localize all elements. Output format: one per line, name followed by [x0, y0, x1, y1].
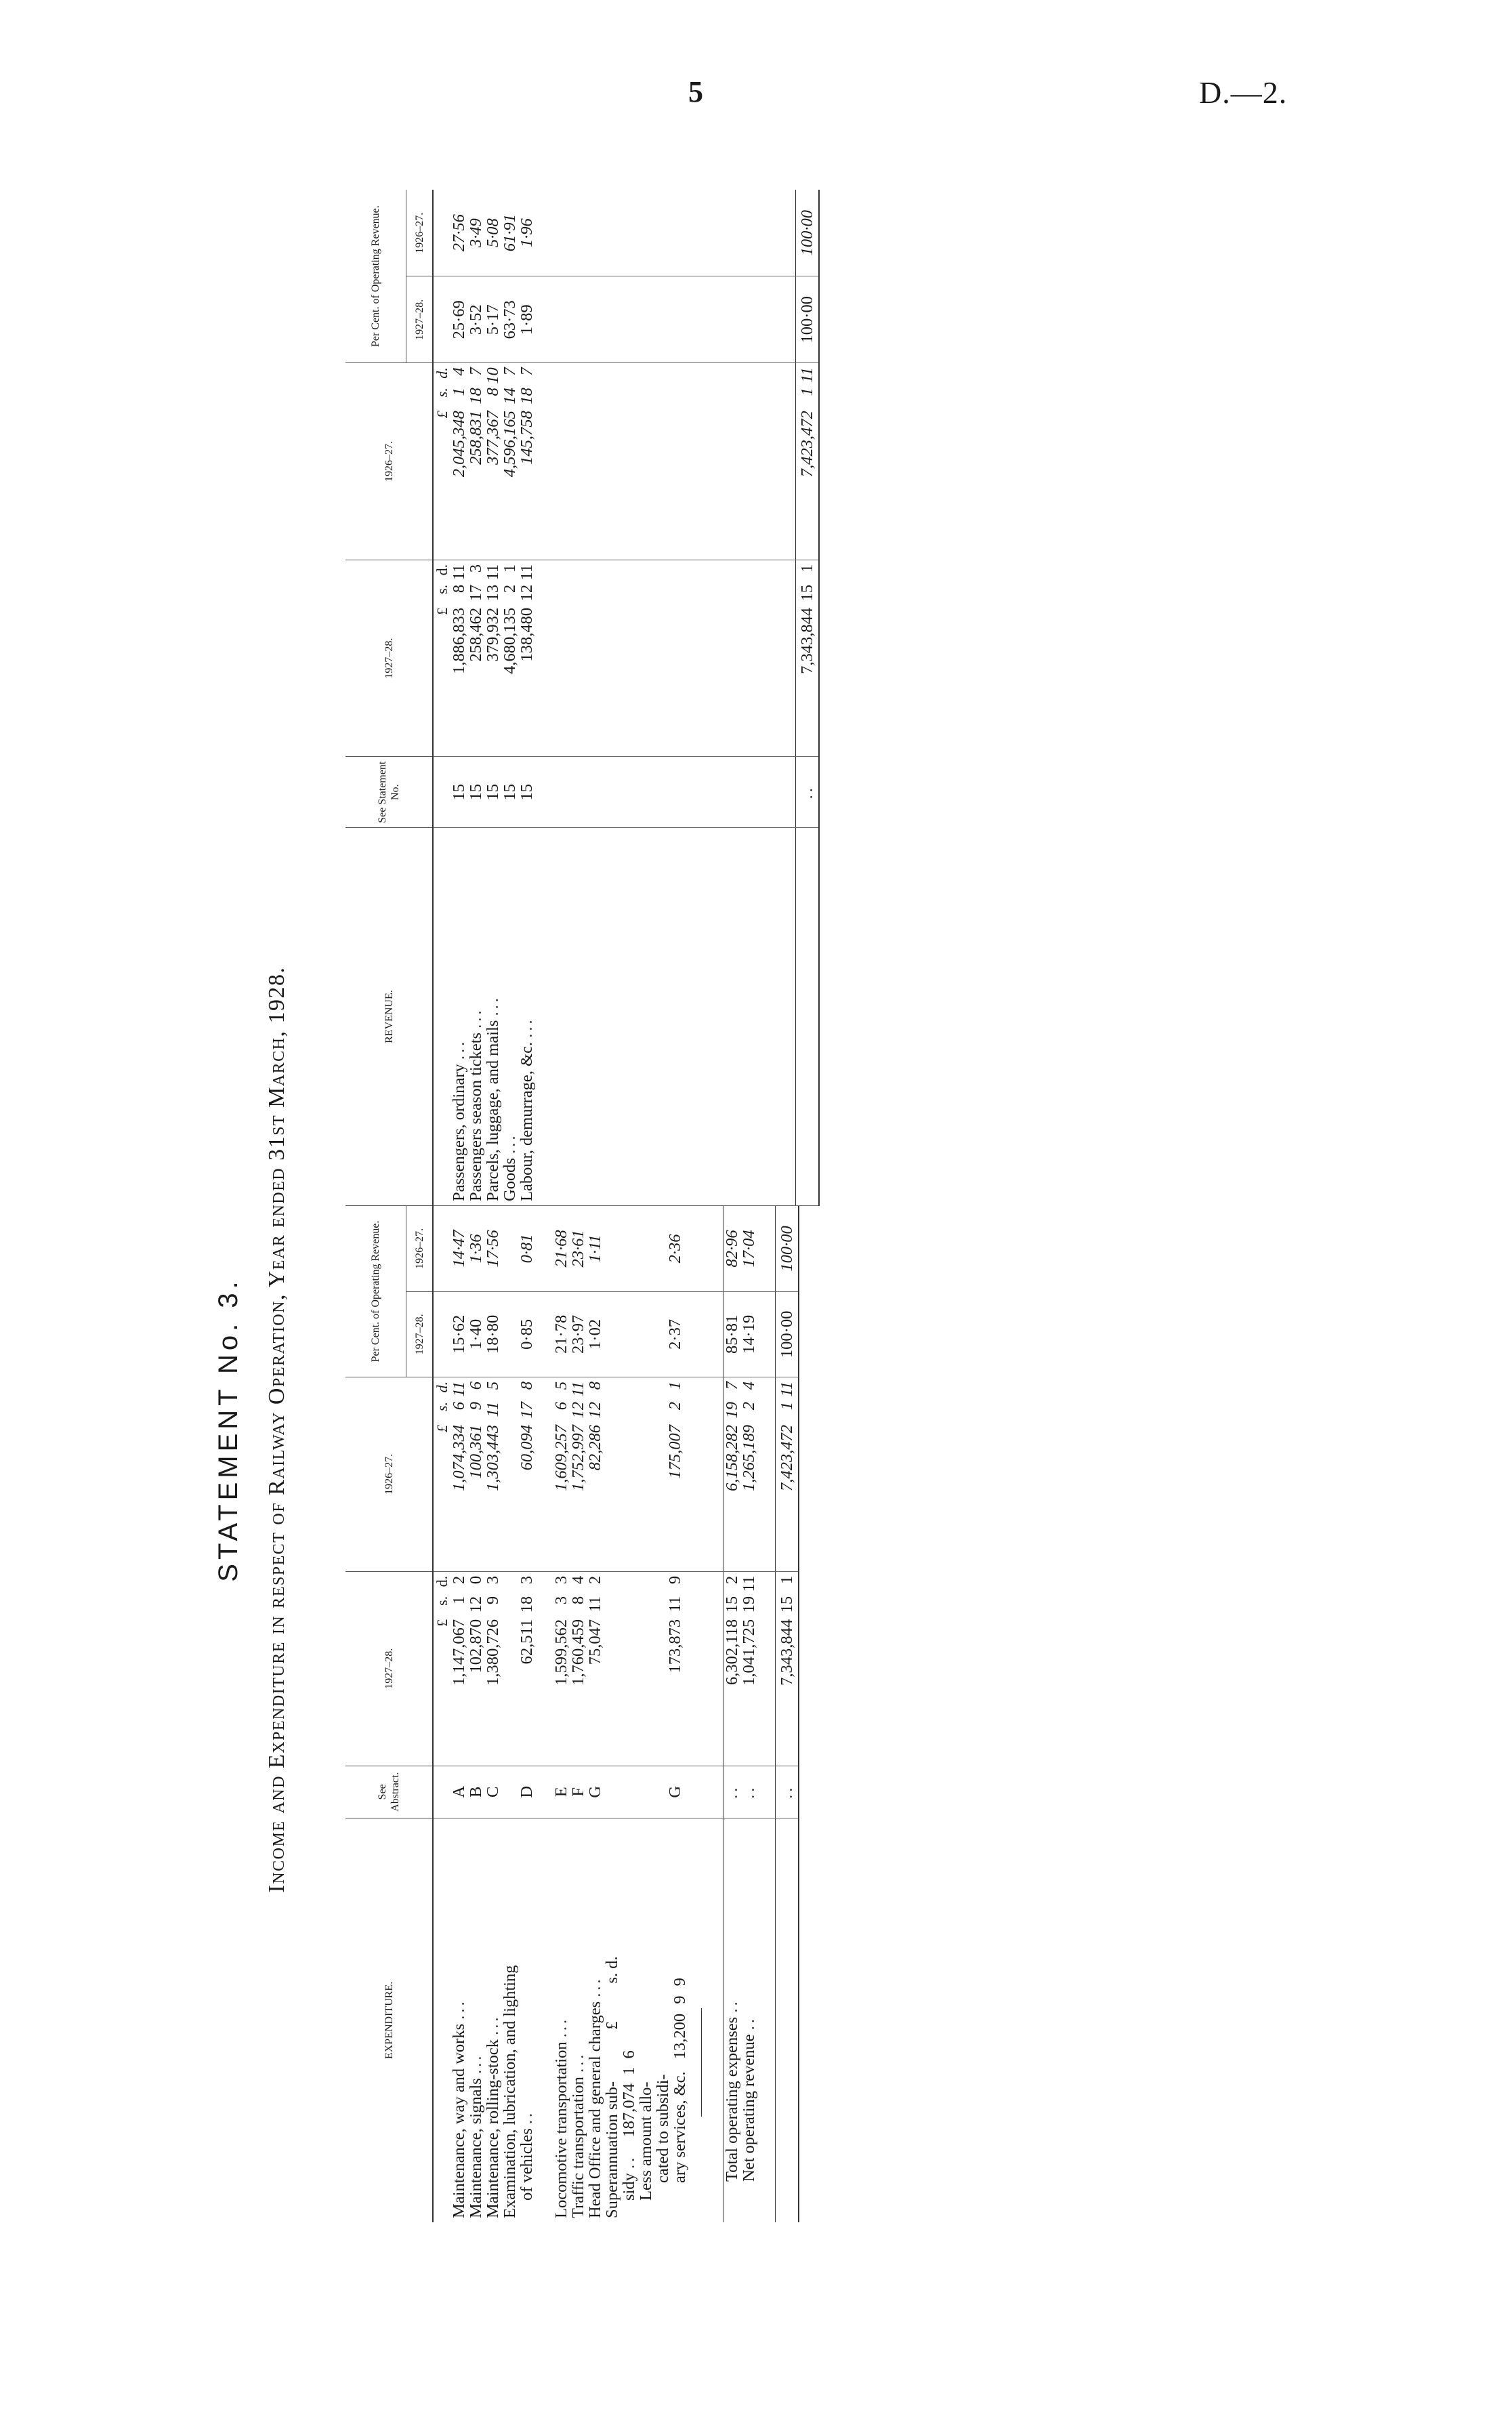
see-ref-cell: 15	[450, 757, 467, 828]
revenue-row: Passengers, ordinary ... 15 1,886,833811 2,045,34814 25·69 27·56	[450, 190, 467, 1206]
row-label: Labour, demurrage, &c.	[518, 1041, 536, 1201]
expenditure-row: Maintenance, signals ... B 102,870120 100,36196 1·40 1·36	[467, 1206, 484, 2222]
pct-cell: 15·62	[450, 1291, 467, 1377]
see-ref-cell: B	[467, 1766, 484, 1818]
unit-pence: d.	[434, 1575, 450, 1587]
expenditure-total-row: Net operating revenue .. .. 1,041,7251911 1,265,18924 14·19 17·04	[740, 1206, 757, 2222]
pct-cell: 2·37	[604, 1291, 705, 1377]
pct-cell: 61·91	[501, 190, 518, 276]
expenditure-grand-total-row: .. 7,343,844151 7,423,472111 100·00 100·00	[776, 1206, 799, 2222]
expenditure-table	[345, 1206, 799, 2222]
row-label: Parcels, luggage, and mails	[484, 1020, 502, 1201]
pct-cell: 23·61	[570, 1206, 587, 1291]
exp-year1-header: 1927–28.	[345, 1571, 433, 1766]
row-label: Traffic transportation	[569, 2077, 587, 2218]
unit-pence: d.	[434, 564, 450, 576]
page-number: 5	[688, 75, 704, 108]
pct-cell: 3·52	[467, 276, 484, 363]
see-abstract-header: See Abstract.	[345, 1766, 433, 1818]
statement-subtitle: Income and Expenditure in respect of Railway Operation, Year ended 31st March, 1928.	[264, 966, 289, 1893]
exp-year2-header: 1926–27.	[345, 1377, 433, 1571]
see-abstract-cell: G	[604, 1766, 705, 1818]
revenue-grand-total-row: .. 7,343,844151 7,423,472111 100·00 100·00	[796, 190, 820, 1206]
pct-cell: 14·19	[740, 1291, 757, 1377]
see-ref-cell: G	[587, 1766, 604, 1818]
unit-shilling: s.	[434, 584, 450, 594]
less-allocated-label: Less amount allo-	[637, 2081, 655, 2201]
pct-cell: 85·81	[723, 1291, 741, 1377]
row-label: Examination, lubrication, and lighting	[501, 1965, 519, 2218]
pct-cell: 63·73	[501, 276, 518, 363]
rev-year1-header: 1927–28.	[345, 560, 433, 757]
unit-pound: £	[434, 411, 450, 419]
exp-pct-year2-header: 1926–27.	[406, 1206, 434, 1291]
expenditure-row: Examination, lubrication, and lighting of vehicles .. D 62,511183 60,094178 0·85 0·81	[501, 1206, 535, 2222]
row-label: Maintenance, signals	[467, 2078, 485, 2218]
expenditure-row: Locomotive transportation ... E 1,599,56233 1,609,25765 21·78 21·68	[553, 1206, 570, 2222]
see-ref-cell: 15	[501, 757, 518, 828]
see-ref-cell: A	[450, 1766, 467, 1818]
rev-year2-header: 1926–27.	[345, 363, 433, 560]
pct-cell: 1·36	[467, 1206, 484, 1291]
unit-pence: d.	[434, 367, 450, 379]
revenue-row: Parcels, luggage, and mails ... 15 379,9321311 377,367810 5·17 5·08	[484, 190, 501, 1206]
pct-cell: 14·47	[450, 1206, 467, 1291]
pct-cell: 27·56	[450, 190, 467, 276]
pct-cell: 17·04	[740, 1206, 757, 1291]
see-ref-cell: 15	[467, 757, 484, 828]
row-label: Maintenance, rolling-stock	[484, 2039, 502, 2218]
expenditure-row: Head Office and general charges ... G 75,047112 82,286128 1·02 1·11	[587, 1206, 604, 2222]
rotated-statement	[213, 176, 1077, 2222]
revenue-row: Passengers season tickets ... 15 258,462173 258,831187 3·52 3·49	[467, 190, 484, 1206]
exp-pct-year1-header: 1927–28.	[406, 1291, 434, 1377]
pct-cell: 1·89	[518, 276, 535, 363]
superannuation-row: Superannuation sub- £s. d. sidy .. 187,074 1 6 Less amount allo- cated to subsidi- ary services, &c. 13,200 9 9 G 173,873119 175,00721 2·37 2·36	[604, 1206, 705, 2222]
pct-cell: 1·40	[467, 1291, 484, 1377]
see-ref-cell: 15	[484, 757, 501, 828]
pct-cell: 18·80	[484, 1291, 501, 1377]
pct-cell: 23·97	[570, 1291, 587, 1377]
unit-shilling: s.	[434, 1401, 450, 1412]
exp-percent-header: Per Cent. of Operating Revenue.	[345, 1206, 406, 1377]
see-ref-cell: F	[570, 1766, 587, 1818]
expenditure-header: EXPENDITURE.	[345, 1818, 433, 2222]
statement-title: STATEMENT No. 3.	[213, 1277, 243, 1582]
total-label: Total operating expenses	[723, 2016, 741, 2182]
pct-cell: 2·36	[604, 1206, 705, 1291]
rev-percent-header: Per Cent. of Operating Revenue.	[345, 190, 406, 363]
see-ref-cell: C	[484, 1766, 501, 1818]
pct-cell: 21·78	[553, 1291, 570, 1377]
pct-cell: 3·49	[467, 190, 484, 276]
row-label: Goods	[501, 1158, 519, 1201]
pct-cell: 5·17	[484, 276, 501, 363]
pct-cell: 1·02	[587, 1291, 604, 1377]
expenditure-row: Maintenance, rolling-stock ... C 1,380,72693 1,303,443115 18·80 17·56	[484, 1206, 501, 2222]
pct-cell: 5·08	[484, 190, 501, 276]
expenditure-total-row: Total operating expenses .. .. 6,302,118152 6,158,282197 85·81 82·96	[723, 1206, 741, 2222]
pct-cell: 17·56	[484, 1206, 501, 1291]
row-label: Maintenance, way and works	[450, 2023, 468, 2218]
pct-cell: 0·81	[501, 1206, 535, 1291]
expenditure-row: Traffic transportation ... F 1,760,45984 1,752,9971211 23·97 23·61	[570, 1206, 587, 2222]
row-label: Head Office and general charges	[586, 2001, 604, 2218]
document-reference: D.—2.	[1199, 75, 1288, 110]
row-label: Passengers, ordinary	[450, 1064, 468, 1201]
see-ref-cell: E	[553, 1766, 570, 1818]
revenue-row: Labour, demurrage, &c. ... 15 138,4801211 145,758187 1·89 1·96	[518, 190, 535, 1206]
rev-pct-year2-header: 1926–27.	[406, 190, 434, 276]
unit-pound: £	[434, 607, 450, 615]
rev-pct-year1-header: 1927–28.	[406, 276, 434, 363]
revenue-row: Goods ... 15 4,680,13521 4,596,165147 63·73 61·91	[501, 190, 518, 1206]
see-statement-header: See Statement No.	[345, 757, 433, 828]
pct-cell: 0·85	[501, 1291, 535, 1377]
unit-pence: d.	[434, 1381, 450, 1393]
total-label: Net operating revenue	[740, 2034, 758, 2182]
see-ref-cell: D	[501, 1766, 535, 1818]
unit-shilling: s.	[434, 1596, 450, 1606]
revenue-table	[345, 190, 820, 1206]
revenue-header: REVENUE.	[345, 828, 433, 1206]
see-ref-cell: 15	[518, 757, 535, 828]
superannuation-label: Superannuation sub- £s. d.	[603, 1956, 621, 2218]
row-label: Locomotive transportation	[552, 2041, 570, 2218]
unit-pound: £	[434, 1424, 450, 1432]
pct-cell: 1·11	[587, 1206, 604, 1291]
row-label: Passengers season tickets	[467, 1032, 485, 1201]
pct-cell: 25·69	[450, 276, 467, 363]
unit-shilling: s.	[434, 388, 450, 398]
pct-cell: 21·68	[553, 1206, 570, 1291]
unit-pound: £	[434, 1619, 450, 1627]
expenditure-row: Maintenance, way and works ... A 1,147,06712 1,074,334611 15·62 14·47	[450, 1206, 467, 2222]
pct-cell: 82·96	[723, 1206, 741, 1291]
pct-cell: 1·96	[518, 190, 535, 276]
